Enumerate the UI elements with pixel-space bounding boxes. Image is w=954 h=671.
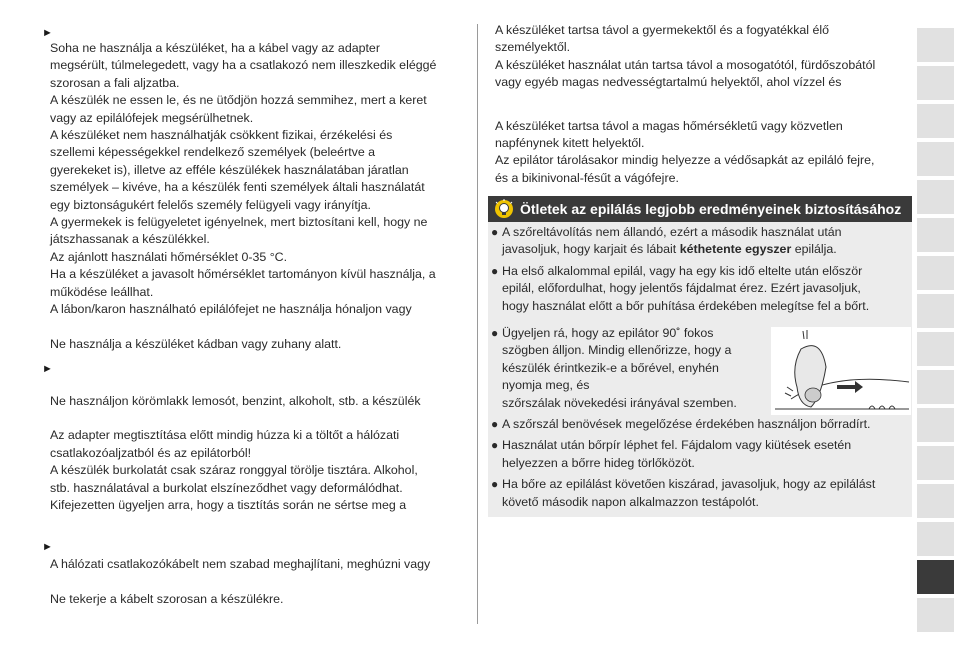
cleaning-block <box>40 427 470 514</box>
text-line: vagy egyéb magas nedvességtartalmú helyektől, ahol vízzel és <box>495 75 842 90</box>
side-tab[interactable] <box>917 256 954 290</box>
text-line: helyezzen a bőrre hideg törlőközöt. <box>502 455 695 470</box>
tip-item <box>491 325 912 412</box>
text-line: javasoljuk, hogy karjait és lábait <box>502 242 680 257</box>
text-line: A készüléket nem használhatják csökkent fizikai, érzékelési és <box>50 128 393 143</box>
text-line: Ha a készüléket a javasolt hőmérséklet tartományon kívül használja, a <box>50 267 436 282</box>
side-tab[interactable] <box>917 370 954 404</box>
bullet-icon: ● <box>491 263 499 278</box>
text-line: Az ajánlott használati hőmérséklet 0-35 °C. <box>50 249 288 264</box>
text-line: Az adapter megtisztítása előtt mindig húzza ki a töltőt a hálózati <box>50 428 400 443</box>
tip-item <box>491 416 912 433</box>
side-tab[interactable] <box>917 484 954 518</box>
text-line: Ügyeljen rá, hogy az epilátor 90˚ fokos <box>502 326 714 341</box>
tip-item <box>491 263 912 315</box>
language-tabs <box>917 28 954 636</box>
text-line: nyomja meg, és <box>502 378 590 393</box>
text-line: napfénynek kitett helyektől. <box>495 136 645 151</box>
text-line: A gyermekek is felügyeletet igényelnek, mert biztosítani kell, hogy ne <box>50 215 428 230</box>
section-arrow-icon: ► <box>42 27 53 39</box>
text-line: Kifejezetten ügyeljen arra, hogy a tisztítás során ne sértse meg a <box>50 497 407 512</box>
bullet-icon: ● <box>491 438 499 453</box>
tips-box <box>488 196 912 517</box>
text-line: epilálja. <box>791 242 837 257</box>
text-line: szellemi képességekkel rendelkező személyek (beleértve a <box>50 145 376 160</box>
right-column <box>488 22 916 187</box>
text-line: Ne használja a készüléket kádban vagy zuhany alatt. <box>50 336 342 351</box>
side-tab[interactable] <box>917 598 954 632</box>
text-line: személyektől. <box>495 40 571 55</box>
tip-item <box>491 476 912 511</box>
tips-title: Ötletek az epilálás legjobb eredményeinek biztosításához <box>520 201 902 217</box>
text-line: gyerekeket is), illetve az efféle készülékek használatában járatlan <box>50 162 409 177</box>
text-line: játszhassanak a készülékkel. <box>50 232 210 247</box>
side-tab[interactable] <box>917 446 954 480</box>
text-line: A készülék burkolatát csak száraz ronggyal törölje tisztára. Alkohol, <box>50 463 418 478</box>
bullet-icon: ● <box>491 417 499 432</box>
section-arrow-icon: ► <box>42 541 53 554</box>
side-tab[interactable] <box>917 522 954 556</box>
text-line: Ha bőre az epilálást követően kiszárad, javasoljuk, hogy az epilálást <box>502 477 876 492</box>
side-tab[interactable] <box>917 180 954 214</box>
side-tab[interactable] <box>917 218 954 252</box>
text-line: A szőrszál benövések megelőzése érdekében használjon bőrradírt. <box>502 417 871 432</box>
tip-item <box>491 224 912 259</box>
bullet-icon: ● <box>491 477 499 492</box>
column-divider <box>477 24 478 624</box>
text-line: személyek – kivéve, ha a készülék fenti személyek általi használatát <box>50 180 425 195</box>
text-line: A hálózati csatlakozókábelt nem szabad meghajlítani, meghúzni vagy <box>50 557 431 572</box>
side-tab-active[interactable] <box>917 560 954 594</box>
side-tab[interactable] <box>917 408 954 442</box>
side-tab[interactable] <box>917 66 954 100</box>
bullet-icon: ● <box>491 225 499 239</box>
warning-block-1 <box>40 40 470 353</box>
side-tab[interactable] <box>917 28 954 62</box>
text-line: követő második napon alkalmazzon testápolót. <box>502 494 759 509</box>
text-line: szőrszálak növekedési irányával szemben. <box>502 395 737 410</box>
text-line: A készüléket használat után tartsa távol a mosogatótól, fürdőszobától <box>495 57 876 72</box>
text-line: egy biztonságukért felelős személy felügyeli vagy irányítja. <box>50 197 371 212</box>
text-line: megsérült, túlmelegedett, vagy ha a csatlakozó nem illeszkedik eléggé <box>50 58 437 73</box>
text-line: A készülék ne essen le, és ne ütődjön hozzá semmihez, mert a keret <box>50 93 427 108</box>
text-line: stb. használatával a burkolat elszíneződhet vagy deformálódhat. <box>50 480 403 495</box>
epilator-illustration <box>771 327 911 415</box>
text-line: epilál, előfordulhat, hogy jelentős fájdalmat érez. Ezért javasoljuk, <box>502 281 861 296</box>
side-tab[interactable] <box>917 294 954 328</box>
side-tab[interactable] <box>917 142 954 176</box>
tips-list <box>488 222 912 511</box>
text-line: Ne tekerje a kábelt szorosan a készülékre. <box>50 591 284 606</box>
left-column <box>40 26 470 608</box>
tips-header <box>488 196 912 222</box>
text-line: csatlakozóaljzatból és az epilátorból! <box>50 445 252 460</box>
text-line: A készüléket tartsa távol a gyermekektől és a fogyatékkal élő <box>495 23 830 37</box>
lightbulb-icon <box>494 199 514 219</box>
bullet-icon: ● <box>491 326 499 341</box>
side-tab[interactable] <box>917 332 954 366</box>
text-line: A lábon/karon használható epilálófejet ne használja hónaljon vagy <box>50 302 412 317</box>
text-line: működése leállhat. <box>50 284 154 299</box>
text-line: szorosan a fali aljzatba. <box>50 75 180 90</box>
text-line: Soha ne használja a készüléket, ha a kábel vagy az adapter <box>50 41 380 55</box>
text-line: A készüléket tartsa távol a magas hőmérsékletű vagy közvetlen <box>495 118 843 133</box>
text-line: készülék érintkezik-e a bőrével, enyhén <box>502 360 719 375</box>
section-arrow-icon: ► <box>42 362 53 375</box>
text-line: Használat után bőrpír léphet fel. Fájdalom vagy kiütések esetén <box>502 438 852 453</box>
text-line: vagy az epilálófejek megsérülhetnek. <box>50 110 254 125</box>
text-line: hogy használat előtt a bőr puhítása érdekében melegítse fel a bőrt. <box>502 298 870 313</box>
text-line: Ne használjon körömlakk lemosót, benzint, alkoholt, stb. a készülék <box>50 393 421 408</box>
text-line: Az epilátor tárolásakor mindig helyezze a védősapkát az epiláló fejre, <box>495 153 875 168</box>
emphasis-text: kéthetente egyszer <box>679 242 792 257</box>
text-line: A szőreltávolítás nem állandó, ezért a második használat után <box>502 225 842 239</box>
text-line: és a bikinivonal-fésűt a vágófejre. <box>495 170 679 185</box>
side-tab[interactable] <box>917 104 954 138</box>
text-line: szögben álljon. Mindig ellenőrizze, hogy a <box>502 343 732 358</box>
tip-item <box>491 437 912 472</box>
text-line: Ha első alkalommal epilál, vagy ha egy kis idő eltelte után először <box>502 263 863 278</box>
